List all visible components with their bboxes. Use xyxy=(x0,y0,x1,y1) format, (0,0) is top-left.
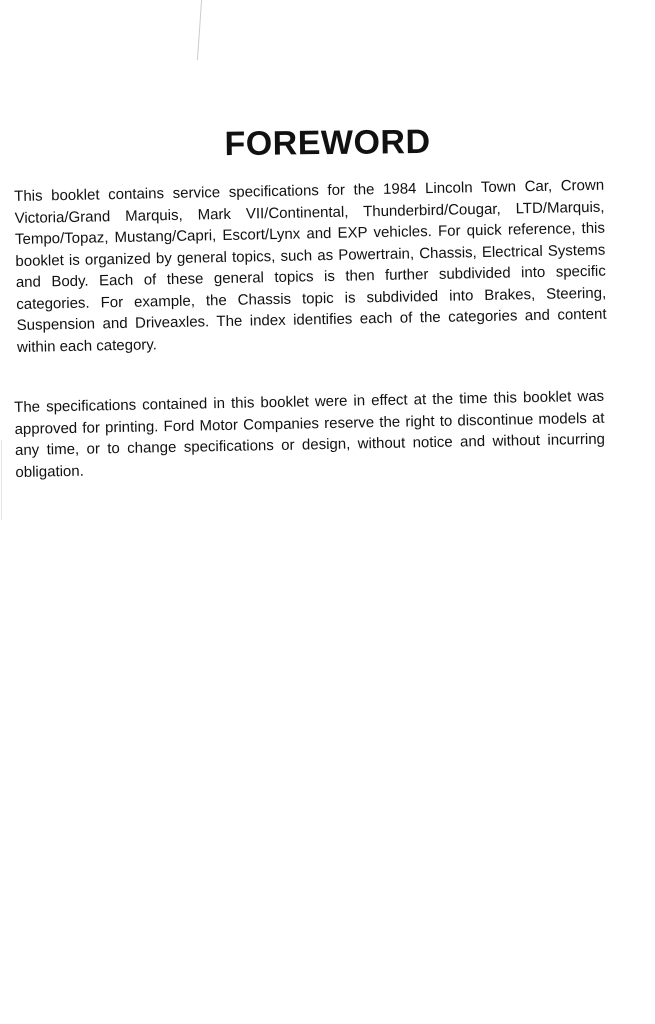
foreword-paragraph-1: This booklet contains service specifications for the 1984 Lincoln Town Car, Crown Victoria/Grand Marquis, Mark VII/Continental, Thunderbird/Cougar, LTD/Marquis, Tempo/Topaz, Mustang/Capri, Escort/Lynx and EXP vehicles. For quick reference, this booklet is organized by general topics, such as Powertrain, Chassis, Electrical Systems and Body. Each of these general topics is then further subdivided into specific categories. For example, the Chassis topic is subdivided into Brakes, Steering, Suspension and Driveaxles. The index identifies each of the categories and content within each category. xyxy=(14,176,607,356)
page-title: FOREWORD xyxy=(224,122,431,164)
scan-artifact-edge xyxy=(1,440,2,520)
scan-artifact-line xyxy=(197,0,202,60)
foreword-paragraph-2: The specifications contained in this booklet were in effect at the time this booklet was approved for printing. Ford Motor Companies reserve the right to discontinue models at any time, or to change specifications or design, without notice and without incurring obligation. xyxy=(14,387,606,481)
